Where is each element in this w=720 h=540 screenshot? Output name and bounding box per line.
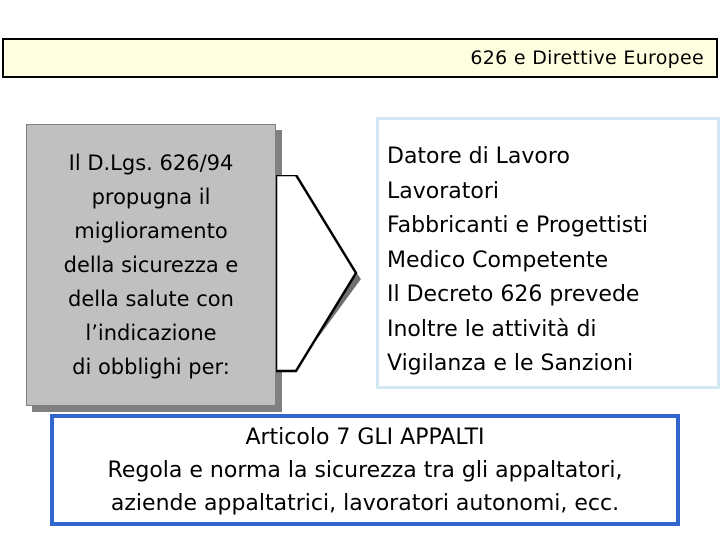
list-item: Lavoratori <box>387 178 499 204</box>
article-7-box <box>50 414 680 526</box>
intro-line: di obblighi per: <box>72 355 230 379</box>
article-heading: Articolo 7 GLI APPALTI <box>245 424 485 450</box>
list-item: Medico Competente <box>387 247 609 273</box>
list-item: Inoltre le attività di <box>387 316 597 342</box>
intro-line: Il D.Lgs. 626/94 <box>68 151 234 175</box>
list-item: Fabbricanti e Progettisti <box>387 213 648 238</box>
intro-line: della salute con <box>68 287 234 311</box>
intro-line: della sicurezza e <box>63 253 239 277</box>
article-line: aziende appaltatrici, lavoratori autonomi, ecc. <box>110 490 620 516</box>
title-bar <box>2 38 718 78</box>
intro-text-box <box>26 124 276 406</box>
list-item: Il Decreto 626 prevede <box>387 282 640 307</box>
list-item: Datore di Lavoro <box>387 144 570 169</box>
right-arrow-icon <box>276 175 376 380</box>
intro-line: l’indicazione <box>85 321 217 345</box>
list-item: Vigilanza e le Sanzioni <box>387 351 634 376</box>
slide-title: 626 e Direttive Europee <box>470 47 704 69</box>
intro-line: miglioramento <box>74 219 228 243</box>
intro-line: propugna il <box>91 185 211 209</box>
article-line: Regola e norma la sicurezza tra gli appaltatori, <box>107 457 623 483</box>
recipients-list-box <box>376 117 720 389</box>
